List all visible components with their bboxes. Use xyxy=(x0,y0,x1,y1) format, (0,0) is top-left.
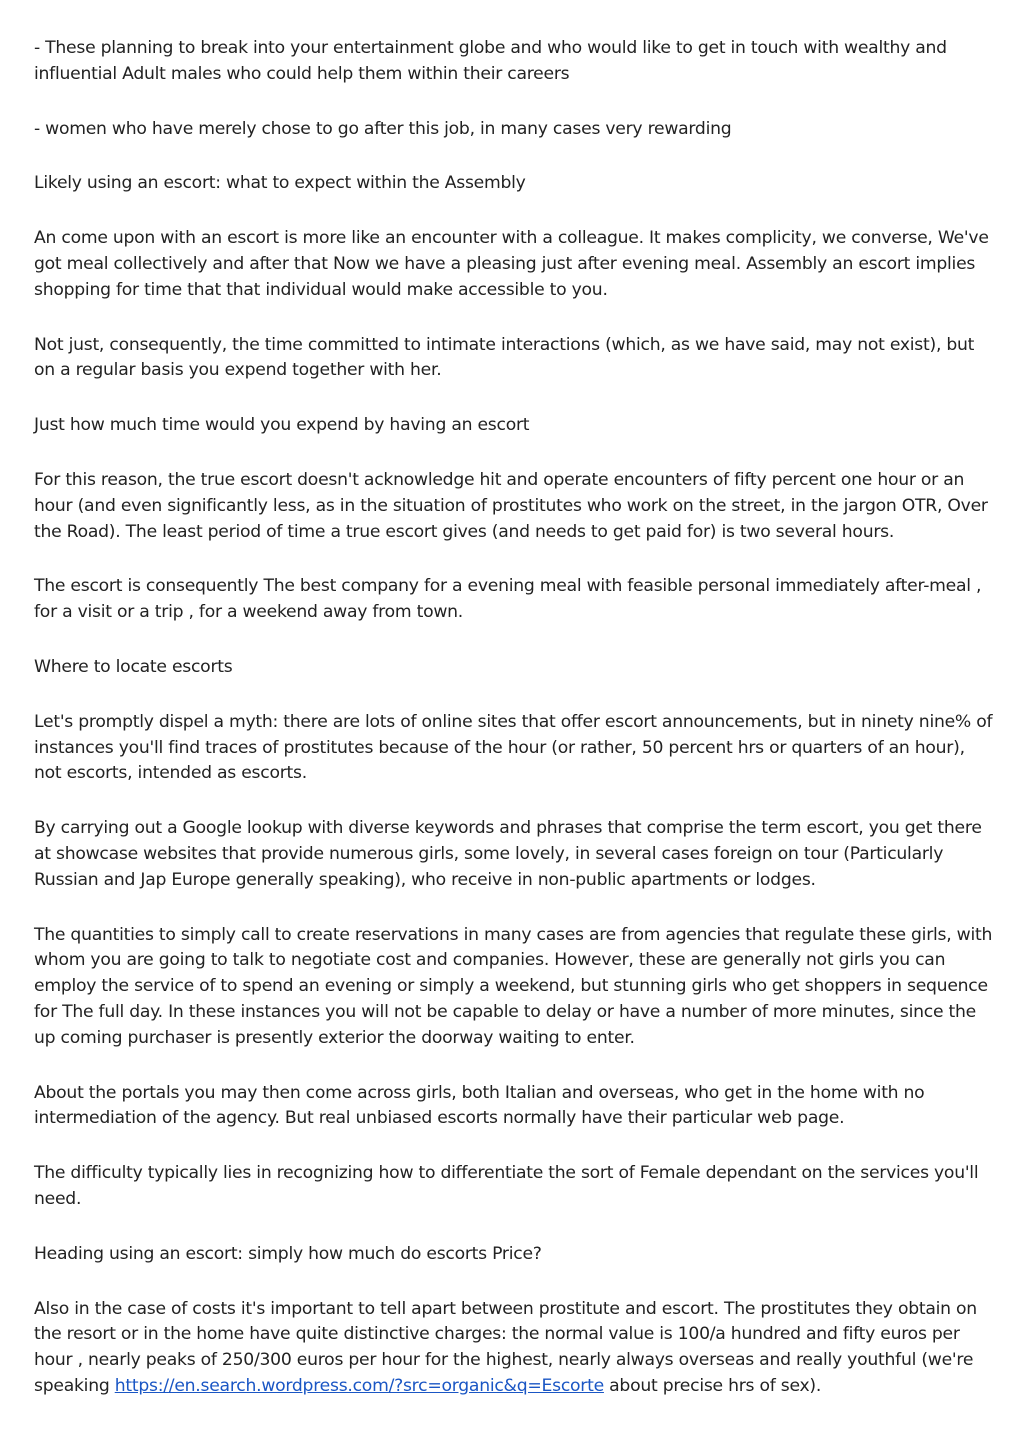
paragraph: An come upon with an escort is more like an encounter with a colleague. It makes complicity, we converse, We've got meal collectively and after that Now we have a pleasing just after evening meal. Assembly an escort implies shopping for time that that individual would make accessible to you. xyxy=(34,228,989,300)
paragraph: About the portals you may then come across girls, both Italian and overseas, who get in the home with no intermediation of the agency. But real unbiased escorts normally have their particular web page. xyxy=(34,1082,925,1129)
paragraph: The escort is consequently The best company for a evening meal with feasible personal immediately after-meal , for a visit or a trip , for a weekend away from town. xyxy=(34,576,982,623)
paragraph: Heading using an escort: simply how much do escorts Price? xyxy=(34,1243,542,1264)
last-paragraph-text-after: about precise hrs of sex). xyxy=(603,1375,822,1396)
paragraph: - These planning to break into your entertainment globe and who would like to get in touch with wealthy and influential Adult males who could help them within their careers xyxy=(34,38,947,84)
paragraph: Just how much time would you expend by having an escort xyxy=(34,415,530,436)
paragraph: Likely using an escort: what to expect within the Assembly xyxy=(34,173,526,194)
paragraph: Let's promptly dispel a myth: there are lots of online sites that offer escort announcements, but in ninety nine% of instances you'll find traces of prostitutes because of the hour (or rather, 50 percent hrs or quarters of an hour), not escorts, intended as escorts. xyxy=(34,711,993,784)
document-body xyxy=(34,36,994,1429)
paragraph: By carrying out a Google lookup with diverse keywords and phrases that comprise the term escort, you get there at showcase websites that provide numerous girls, some lovely, in several cases foreign on tour (Particularly Russian and Jap Europe generally speaking), who receive in non-public apartments or lodges. xyxy=(34,818,982,890)
paragraph: Not just, consequently, the time committed to intimate interactions (which, as we have said, may not exist), but on a regular basis you expend together with her. xyxy=(34,334,975,381)
paragraph: - women who have merely chose to go after this job, in many cases very rewarding xyxy=(34,118,732,139)
paragraph: For this reason, the true escort doesn't acknowledge hit and operate encounters of fifty percent one hour or an hour (and even significantly less, as in the situation of prostitutes who work on the street, in the jargon OTR, Over the Road). The least period of time a true escort gives (and needs to get paid for) is two several hours. xyxy=(34,469,988,542)
paragraph: The quantities to simply call to create reservations in many cases are from agencies that regulate these girls, with whom you are going to talk to negotiate cost and companies. However, these are generally not girls you can employ the service of to spend an evening or simply a weekend, but stunning girls who get shoppers in sequence for The full day. In these instances you will not be capable to delay or have a number of more minutes, since the up coming purchaser is presently exterior the doorway waiting to enter. xyxy=(34,924,993,1048)
paragraph: Where to locate escorts xyxy=(34,656,233,677)
last-paragraph-text-before: Also in the case of costs it's important to tell apart between prostitute and escort. The prostitutes they obtain on the resort or in the home have quite distinctive charges: the normal value is 100/a hundred and fifty euros per hour , nearly peaks of 250/300 euros per hour for the highest, nearly always overseas and really youthful (we're speaking xyxy=(34,1298,977,1396)
wordpress-search-link[interactable]: https://en.search.wordpress.com/?src=organic&q=Escorte xyxy=(114,1375,604,1396)
paragraph: The difficulty typically lies in recognizing how to differentiate the sort of Female dependant on the services you'll need. xyxy=(34,1163,979,1209)
last-paragraph xyxy=(34,1297,994,1400)
